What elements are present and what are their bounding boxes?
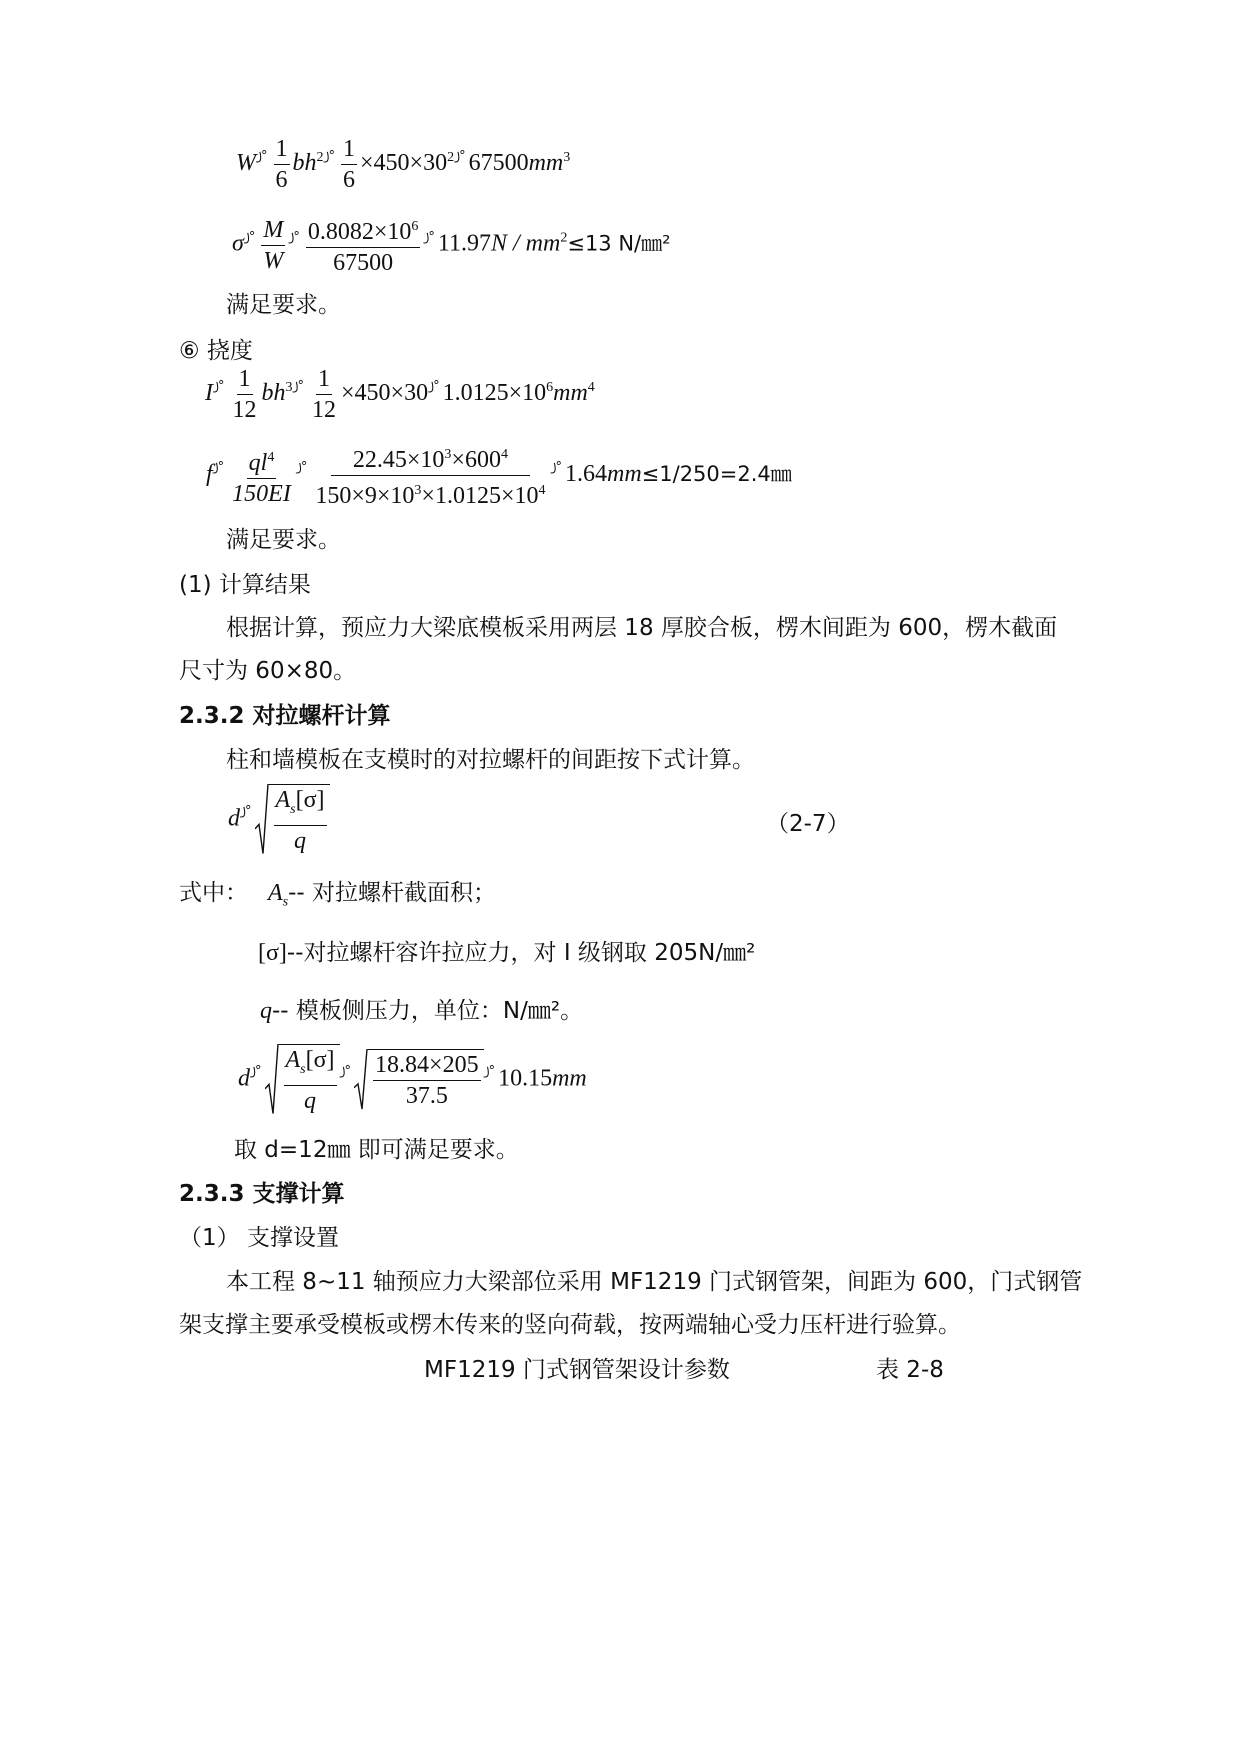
paragraph-result-line-2: 尺寸为 60×80。 bbox=[179, 658, 357, 684]
text-take-d: 取 d=12㎜ 即可满足要求。 bbox=[234, 1137, 519, 1163]
equation-section-modulus: W ꠸° $\frac{1}{6}$ $bh^2$ ꠸° $\frac{1}{6}$ $\times 450\times 30^2$ ꠸° $67500mm^3$ bbox=[236, 136, 571, 193]
paragraph-232: 柱和墙模板在支模时的对拉螺杆的间距按下式计算。 bbox=[226, 747, 755, 773]
where-line-As: 式中： $A_s--$ 对拉螺杆截面积； bbox=[179, 880, 497, 910]
paragraph-support-line-2: 架支撑主要承受模板或楞木传来的竖向荷载，按两端轴心受力压杆进行验算。 bbox=[179, 1312, 961, 1338]
heading-deflection: ⑥ 挠度 bbox=[179, 338, 253, 364]
equation-number: （2-7） bbox=[766, 811, 850, 837]
where-line-sigma: [σ]--对拉螺杆容许拉应力，对 I 级钢取 205N/㎜² bbox=[258, 940, 756, 966]
equation-moment-of-inertia: I ꠸° $\frac{1}{12}$ $bh^3$ ꠸° $\frac{1}{12}$ ×450×30 ꠸° $1.0125\times 10^6mm^4$ bbox=[205, 366, 595, 423]
text-satisfy-1: 满足要求。 bbox=[226, 292, 341, 318]
equation-bending-stress: σ ꠸° $\frac{M}{W}$ ꠸° $\frac{0.8082\times 10^6}{67500}$ ꠸° $11.97N / mm^2\le 13$ N/㎜² bbox=[232, 212, 671, 278]
paragraph-support-line-1: 本工程 8~11 轴预应力大梁部位采用 MF1219 门式钢管架，间距为 600，门式钢管 bbox=[226, 1269, 1083, 1295]
heading-support-setup: （1） 支撑设置 bbox=[179, 1225, 339, 1251]
where-line-q: q-- 模板侧压力，单位：N/㎜²。 bbox=[260, 998, 584, 1024]
equation-bolt-spacing: d ꠸° $\frac{A_s[\sigma]}{q}$ bbox=[228, 784, 330, 856]
text-satisfy-2: 满足要求。 bbox=[226, 527, 341, 553]
table-caption: MF1219 门式钢管架设计参数 bbox=[424, 1357, 730, 1383]
section-heading-232: 2.3.2 对拉螺杆计算 bbox=[179, 703, 391, 729]
paragraph-result-line-1: 根据计算，预应力大梁底模板采用两层 18 厚胶合板，楞木间距为 600，楞木截面 bbox=[226, 615, 1058, 641]
heading-calc-result: (1) 计算结果 bbox=[179, 572, 311, 598]
equation-deflection: f ꠸° $\frac{ql^4}{150EI}$ ꠸° $\frac{22.45\times 10^3\times 600^4}{150\times 9\times 10^3\times 1.0125\times 10^4}$ ꠸° 1.64mm≤1/250=2.4㎜ bbox=[206, 440, 792, 511]
section-heading-233: 2.3.3 支撑计算 bbox=[179, 1181, 345, 1207]
equation-bolt-spacing-result: d ꠸° $\frac{A_s[\sigma]}{q}$ ꠸° $\frac{18.84\times 205}{37.5}$ ꠸° 10.15mm bbox=[238, 1044, 587, 1116]
table-number: 表 2-8 bbox=[876, 1357, 944, 1383]
